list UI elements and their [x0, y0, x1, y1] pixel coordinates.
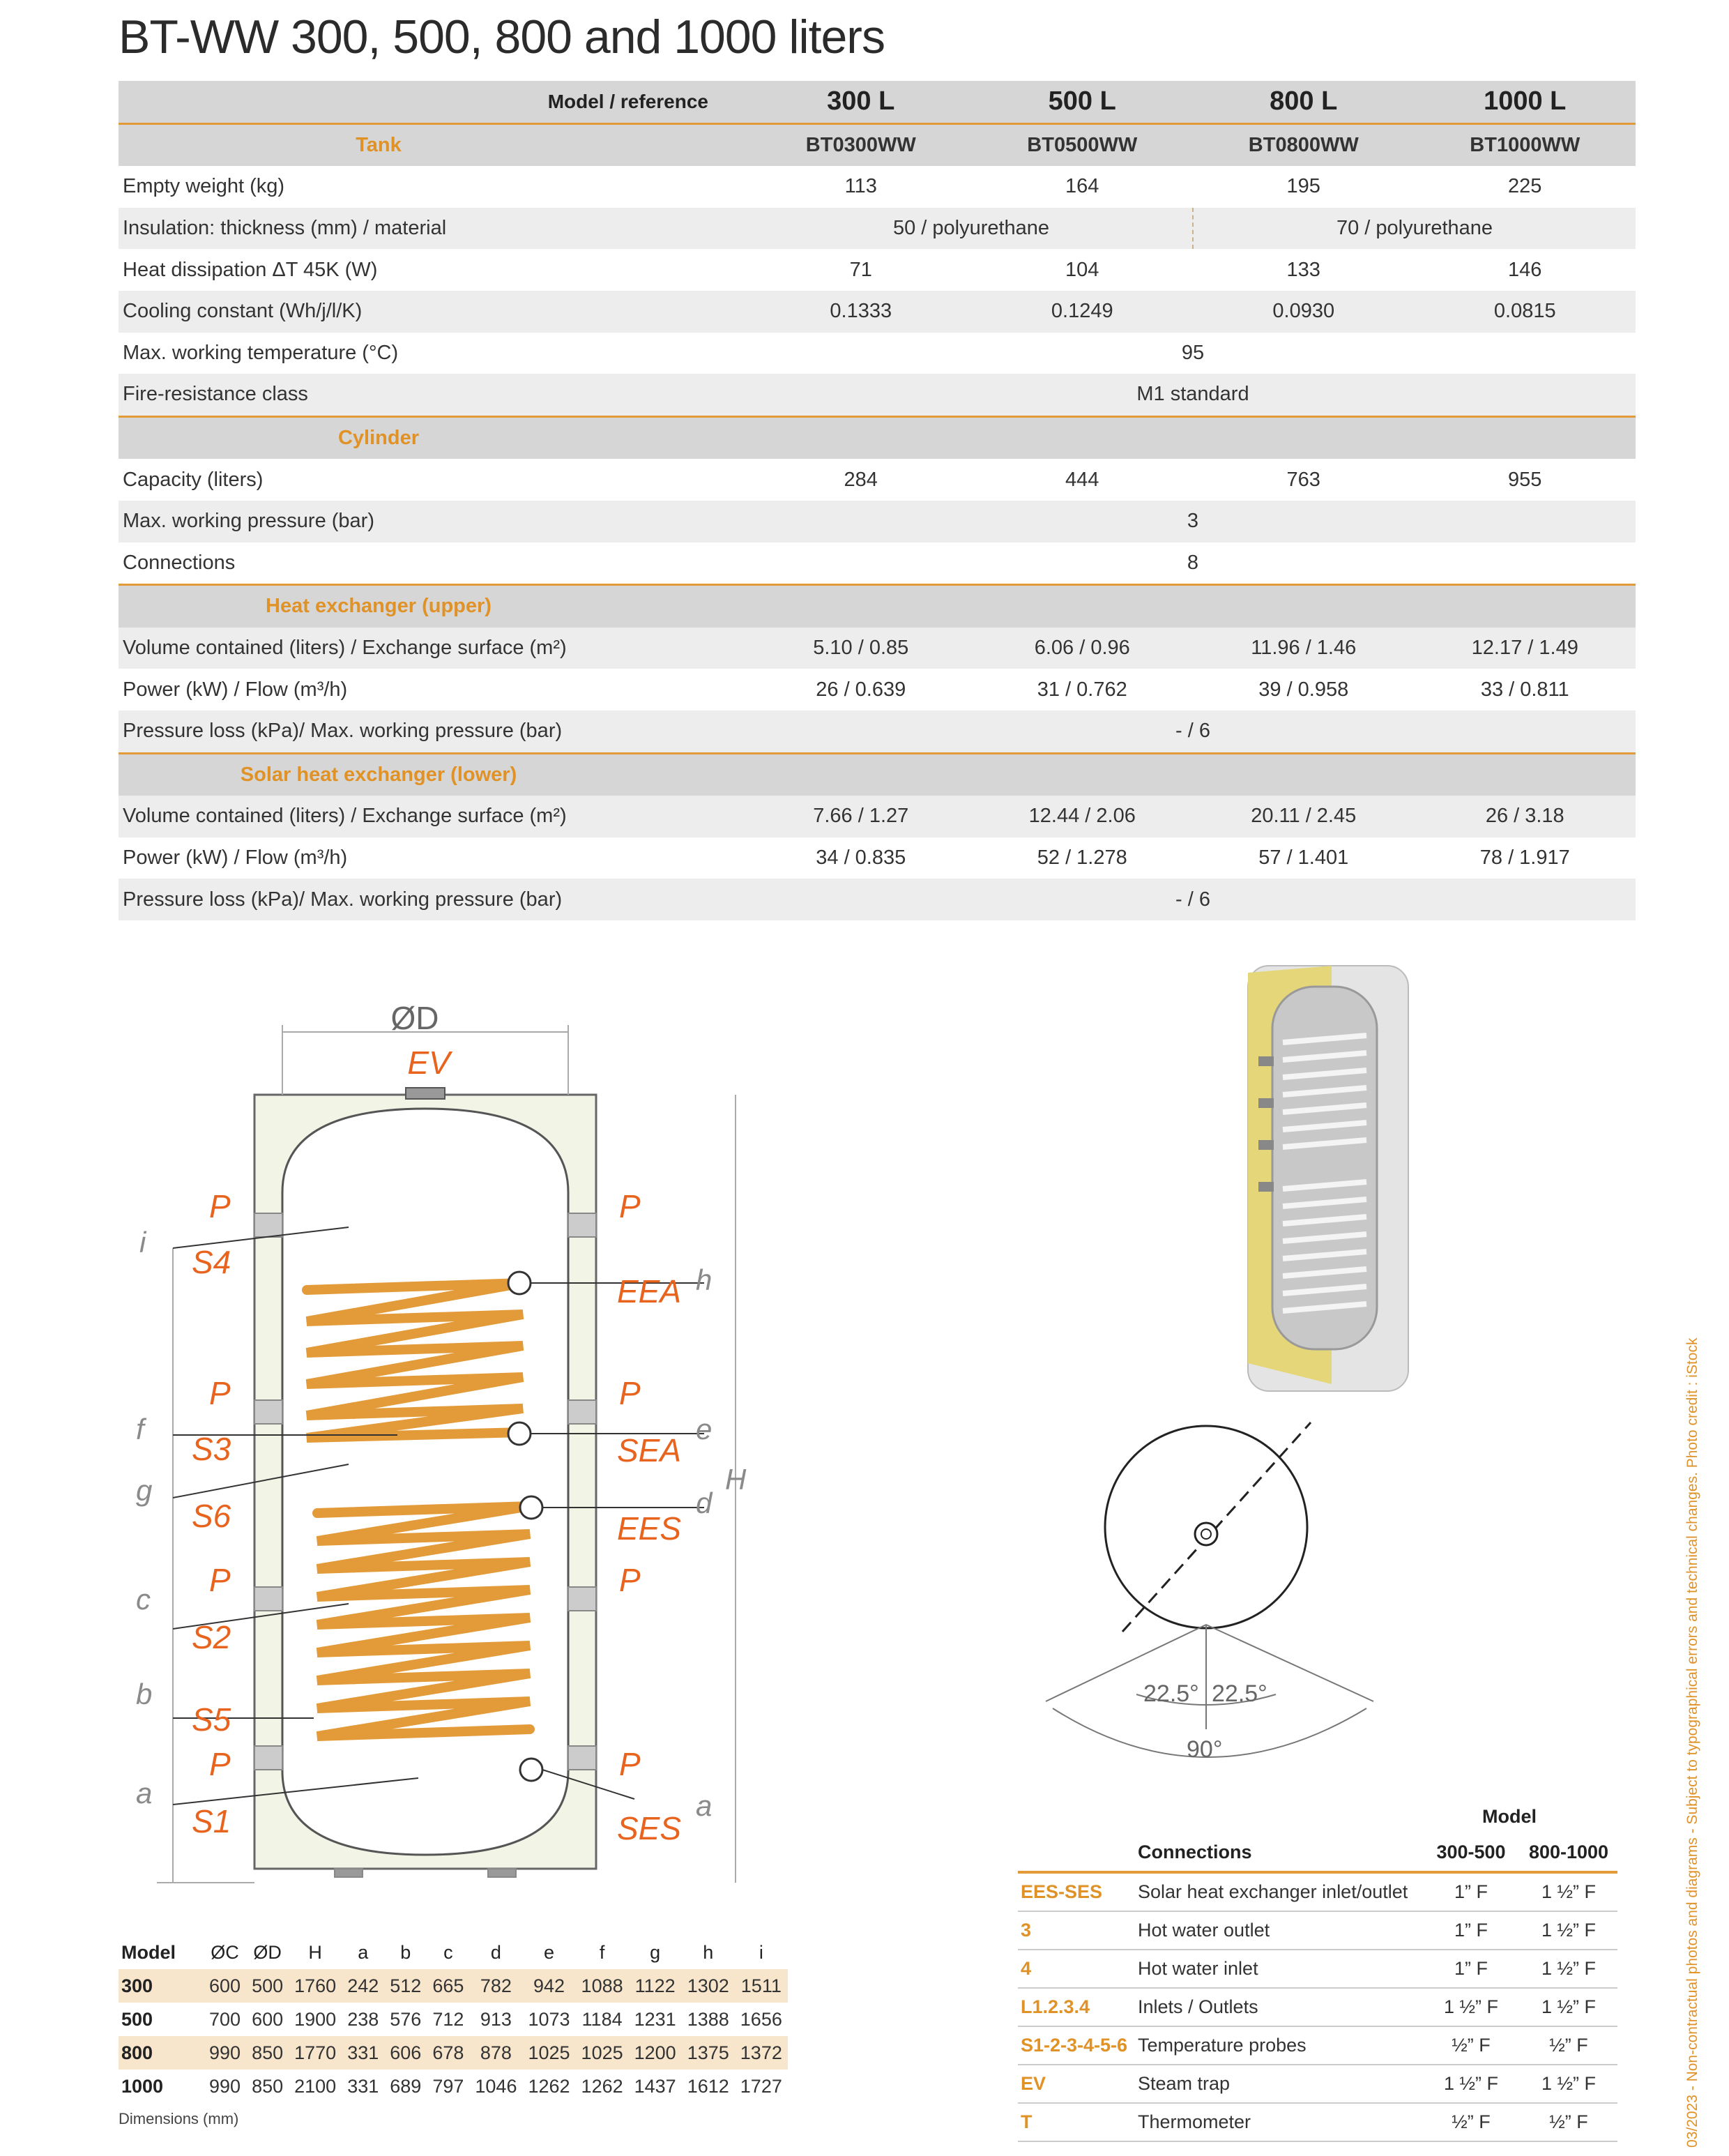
connections-table: [1018, 1834, 1617, 2142]
cell: 26 / 0.639: [816, 678, 906, 701]
cell: 606: [384, 2036, 427, 2070]
cell: 1” F: [1422, 1950, 1520, 1988]
cell: 1231: [634, 2008, 676, 2030]
column-header: ØC: [211, 1941, 239, 1963]
cell: 2100: [294, 2075, 337, 2097]
row-label: Empty weight (kg): [123, 175, 285, 198]
model-1000: 1000 L: [1415, 81, 1636, 123]
port-label: P: [209, 1746, 231, 1782]
connection-label: EEA: [617, 1273, 682, 1309]
table-row: [119, 2003, 788, 2036]
cell: 990: [209, 2075, 241, 2097]
row-label: Max. working pressure (bar): [119, 501, 750, 542]
table-row: [1018, 2026, 1617, 2065]
cell: 913: [480, 2008, 512, 2030]
table-row: [119, 542, 1636, 585]
cell: 689: [390, 2075, 422, 2097]
dim-letter: i: [139, 1226, 146, 1259]
connection-code: T: [1018, 2103, 1138, 2141]
row-label: Capacity (liters): [123, 468, 264, 491]
table-row: [119, 459, 1636, 501]
cell: 1770: [289, 2036, 342, 2070]
probe-label: S5: [192, 1701, 231, 1738]
table-row: [119, 837, 1636, 879]
table-row: [119, 208, 1636, 250]
cell: 284: [844, 468, 878, 491]
column-header: e: [543, 1941, 555, 1963]
upper-exchanger-section-row: [119, 585, 1636, 628]
cell: 33 / 0.811: [1480, 678, 1569, 701]
connection-name: Steam trap: [1138, 2065, 1422, 2103]
connection-code: EES-SES: [1018, 1872, 1138, 1911]
cylinder-section-title: Cylinder: [119, 416, 750, 459]
table-row: [119, 2070, 788, 2103]
cell: 1388: [687, 2008, 729, 2030]
row-label: Power (kW) / Flow (m³/h): [123, 846, 348, 869]
model-800: 800 L: [1193, 81, 1415, 123]
cell: 665: [427, 1969, 469, 2003]
cell: 1 ½” F: [1520, 1950, 1617, 1988]
dim-letter: a: [136, 1777, 153, 1809]
connection-name: Hot water outlet: [1138, 1911, 1422, 1950]
cell: 1184: [581, 2008, 623, 2030]
table-row: [119, 249, 1636, 291]
lower-coil: [317, 1506, 530, 1736]
cell: 576: [390, 2008, 422, 2030]
diameter-label: ØD: [390, 1004, 439, 1036]
cell: 1 ½” F: [1520, 1911, 1617, 1950]
page-title: BT-WW 300, 500, 800 and 1000 liters: [119, 10, 885, 63]
cell: 1 ½” F: [1422, 1988, 1520, 2026]
cell: 763: [1286, 468, 1320, 491]
table-row: [119, 374, 1636, 416]
cell: 1302: [682, 1969, 735, 2003]
cell: 52 / 1.278: [1037, 846, 1127, 869]
cell: - / 6: [750, 711, 1636, 753]
dim-letter: a: [696, 1789, 713, 1822]
connection-code: S1-2-3-4-5-6: [1018, 2026, 1138, 2065]
table-row: [119, 879, 1636, 920]
model-reference-label: Model / reference: [119, 81, 750, 123]
row-label: Power (kW) / Flow (m³/h): [123, 678, 348, 701]
cell: 1000: [121, 2075, 164, 2097]
cell: 678: [427, 2036, 469, 2070]
port-label: P: [209, 1188, 231, 1224]
cell: 1 ½” F: [1520, 1988, 1617, 2026]
cell: 1088: [576, 1969, 629, 2003]
connection-code: 4: [1018, 1950, 1138, 1988]
cell: 34 / 0.835: [816, 846, 906, 869]
row-label: Max. working temperature (°C): [123, 341, 399, 364]
table-row: [119, 796, 1636, 837]
port-label: P: [209, 1562, 231, 1598]
column-header: Connections: [1138, 1834, 1422, 1872]
cell: 1200: [629, 2036, 682, 2070]
cell: 700: [209, 2008, 241, 2030]
column-header: 800-1000: [1520, 1834, 1617, 1872]
cell: 5.10 / 0.85: [750, 628, 972, 669]
probe-label: S6: [192, 1498, 231, 1534]
table-row: [1018, 2103, 1617, 2141]
connection-name: Hot water inlet: [1138, 1950, 1422, 1988]
column-header: a: [358, 1941, 369, 1963]
cell: 1511: [735, 1969, 788, 2003]
cell: 1437: [634, 2075, 676, 2097]
row-label: Volume contained (liters) / Exchange surface (m²): [119, 796, 750, 837]
row-label: Pressure loss (kPa)/ Max. working pressure (bar): [119, 879, 750, 920]
dimensions-note: Dimensions (mm): [119, 2110, 239, 2127]
cell: ½” F: [1422, 2103, 1520, 2141]
dim-letter: e: [696, 1413, 713, 1445]
table-row: [119, 501, 1636, 542]
cell: 1372: [735, 2036, 788, 2070]
cell: ½” F: [1520, 2026, 1617, 2065]
cell: 195: [1286, 175, 1320, 198]
table-row: [1018, 1872, 1617, 1911]
tank-section-title: Tank: [119, 123, 750, 166]
cell: 57 / 1.401: [1258, 846, 1349, 869]
cell: 1 ½” F: [1422, 2065, 1520, 2103]
connection-name: Solar heat exchanger inlet/outlet: [1138, 1872, 1422, 1911]
cell: 955: [1508, 468, 1542, 491]
cell: 1612: [687, 2075, 729, 2097]
cell: 225: [1508, 175, 1542, 198]
cell: 1025: [576, 2036, 629, 2070]
connection-label: SEA: [617, 1432, 682, 1468]
cell: 331: [342, 2036, 384, 2070]
reference-800: BT0800WW: [1193, 123, 1415, 166]
cell: 942: [522, 1969, 575, 2003]
cell: 1046: [475, 2075, 517, 2097]
cell: 78 / 1.917: [1479, 846, 1570, 869]
row-label: Fire-resistance class: [119, 374, 750, 416]
port-label: P: [619, 1188, 641, 1224]
row-label: Connections: [123, 551, 236, 574]
cell: ½” F: [1520, 2103, 1617, 2141]
cell: 242: [342, 1969, 384, 2003]
column-header: H: [308, 1941, 322, 1963]
table-row: [1018, 1911, 1617, 1950]
cell: 26 / 3.18: [1415, 796, 1636, 837]
cell: 782: [469, 1969, 522, 2003]
table-row: [1018, 1988, 1617, 2026]
cell: 113: [844, 175, 877, 198]
connection-label: SES: [617, 1810, 682, 1846]
cell: 600: [204, 1969, 246, 2003]
port-label: P: [619, 1375, 641, 1411]
table-row: [119, 333, 1636, 374]
probe-label: S2: [192, 1619, 231, 1655]
table-header-row: [1018, 1834, 1617, 1872]
cell: 1 ½” F: [1520, 2065, 1617, 2103]
cell: 850: [252, 2075, 284, 2097]
column-header: f: [599, 1941, 605, 1963]
cell: 39 / 0.958: [1258, 678, 1349, 701]
table-row: [119, 291, 1636, 333]
cell: 0.0930: [1193, 291, 1415, 333]
dim-letter: g: [136, 1474, 153, 1507]
dim-letter: b: [136, 1678, 153, 1710]
column-header: g: [650, 1941, 661, 1963]
cell: 1025: [522, 2036, 575, 2070]
port-label: P: [619, 1562, 641, 1598]
connection-code: L1.2.3.4: [1018, 1988, 1138, 2026]
column-header: c: [443, 1941, 453, 1963]
table-header-row: [119, 1936, 788, 1969]
angle-label: 22.5°: [1212, 1680, 1267, 1707]
column-header: ØD: [253, 1941, 282, 1963]
column-header: d: [490, 1941, 501, 1963]
reference-1000: BT1000WW: [1415, 123, 1636, 166]
tank-vessel: [282, 1109, 568, 1855]
cell: 1760: [289, 1969, 342, 2003]
probe-label: S1: [192, 1803, 231, 1839]
row-label: Heat dissipation ΔT 45K (W): [123, 258, 378, 281]
table-header-row: [119, 81, 1636, 123]
tank-product-illustration: [1234, 959, 1415, 1405]
cell: 12.44 / 2.06: [972, 796, 1194, 837]
cell: 500: [121, 2008, 153, 2030]
column-header: h: [703, 1941, 714, 1963]
spec-table: [119, 81, 1636, 920]
cell: 133: [1286, 258, 1320, 281]
upper-exchanger-section-title: Heat exchanger (upper): [119, 585, 750, 628]
table-row: [119, 711, 1636, 753]
cell: 1727: [740, 2075, 782, 2097]
column-header: [1018, 1834, 1138, 1872]
cell: 31 / 0.762: [1037, 678, 1127, 701]
connection-code: EV: [1018, 2065, 1138, 2103]
steam-trap-fitting: [406, 1088, 445, 1099]
column-header: i: [759, 1941, 763, 1963]
tank-diagram: [105, 1004, 802, 1911]
cell: 95: [1181, 341, 1205, 364]
side-disclaimer: 03/2023 - Non-contractual photos and diagrams - Subject to typographical errors and technical changes. Photo credit : iStock: [1684, 1337, 1700, 2148]
port-label: P: [209, 1375, 231, 1411]
table-row: [119, 2036, 788, 2070]
model-300: 300 L: [750, 81, 972, 123]
tank-section-row: [119, 123, 1636, 166]
row-label: Insulation: thickness (mm) / material: [119, 208, 750, 250]
table-row: [119, 166, 1636, 208]
cell: 331: [347, 2075, 379, 2097]
cell: ½” F: [1422, 2026, 1520, 2065]
cell: 878: [469, 2036, 522, 2070]
row-label: Cooling constant (Wh/j/l/K): [119, 291, 750, 333]
lower-exchanger-section-row: [119, 753, 1636, 796]
cell: 990: [204, 2036, 246, 2070]
cell: 70 / polyurethane: [1193, 208, 1636, 250]
connection-name: Inlets / Outlets: [1138, 1988, 1422, 2026]
cell: 0.1333: [750, 291, 972, 333]
cell: 6.06 / 0.96: [972, 628, 1194, 669]
cell: 712: [432, 2008, 464, 2030]
cell: 797: [432, 2075, 464, 2097]
cell: 300: [119, 1969, 204, 2003]
dim-letter: f: [136, 1413, 144, 1445]
probe-label: S3: [192, 1431, 231, 1467]
table-row: [119, 1969, 788, 2003]
row-label: Pressure loss (kPa)/ Max. working pressure (bar): [119, 711, 750, 753]
connection-label: EES: [617, 1510, 682, 1547]
height-letter: H: [725, 1463, 747, 1496]
table-row: [119, 669, 1636, 711]
column-header: 300-500: [1422, 1834, 1520, 1872]
cell: 850: [246, 2036, 289, 2070]
dim-letter: d: [696, 1487, 713, 1519]
cell: M1 standard: [750, 374, 1636, 416]
cell: 3: [750, 501, 1636, 542]
cell: 50 / polyurethane: [750, 208, 1193, 250]
connection-code: 3: [1018, 1911, 1138, 1950]
column-header: b: [400, 1941, 411, 1963]
cell: 71: [849, 258, 872, 281]
cell: 1073: [528, 2008, 570, 2030]
cell: 164: [1065, 175, 1099, 198]
cell: 20.11 / 2.45: [1193, 796, 1415, 837]
row-label: Volume contained (liters) / Exchange surface (m²): [119, 628, 750, 669]
cell: 1” F: [1422, 1911, 1520, 1950]
cell: 1122: [629, 1969, 682, 2003]
table-row: [1018, 2065, 1617, 2103]
cell: 600: [252, 2008, 284, 2030]
angle-label: 90°: [1187, 1736, 1223, 1763]
model-500: 500 L: [972, 81, 1194, 123]
cell: 0.1249: [972, 291, 1194, 333]
cell: 1 ½” F: [1520, 1872, 1617, 1911]
cell: 1375: [682, 2036, 735, 2070]
cell: 1262: [528, 2075, 570, 2097]
dim-letter: c: [136, 1583, 151, 1616]
cell: 1900: [294, 2008, 337, 2030]
cell: - / 6: [750, 879, 1636, 920]
cell: 500: [246, 1969, 289, 2003]
cell: 238: [347, 2008, 379, 2030]
cell: 8: [1187, 551, 1199, 574]
cell: 444: [1065, 468, 1099, 491]
table-row: [119, 628, 1636, 669]
cell: 1” F: [1422, 1872, 1520, 1911]
top-view-diagram: [1032, 1415, 1408, 1778]
connections-model-label: Model: [1482, 1806, 1537, 1827]
cell: 12.17 / 1.49: [1415, 628, 1636, 669]
cell: 1262: [581, 2075, 623, 2097]
connection-name: Thermometer: [1138, 2103, 1422, 2141]
reference-500: BT0500WW: [972, 123, 1194, 166]
cell: 0.0815: [1415, 291, 1636, 333]
cell: 7.66 / 1.27: [750, 796, 972, 837]
angle-label: 22.5°: [1143, 1680, 1199, 1707]
cell: 1656: [740, 2008, 782, 2030]
cell: 512: [384, 1969, 427, 2003]
reference-300: BT0300WW: [750, 123, 972, 166]
cell: 104: [1065, 258, 1099, 281]
dim-letter: h: [696, 1263, 713, 1296]
ev-label: EV: [407, 1045, 450, 1081]
column-header: Model: [121, 1941, 176, 1963]
cell: 11.96 / 1.46: [1193, 628, 1415, 669]
connection-name: Temperature probes: [1138, 2026, 1422, 2065]
probe-label: S4: [192, 1244, 231, 1280]
dimensions-table: [119, 1936, 788, 2103]
cell: 800: [119, 2036, 204, 2070]
cell: 146: [1508, 258, 1542, 281]
table-row: [1018, 1950, 1617, 1988]
cylinder-section-row: [119, 416, 1636, 459]
port-label: P: [619, 1746, 641, 1782]
lower-exchanger-section-title: Solar heat exchanger (lower): [119, 753, 750, 796]
